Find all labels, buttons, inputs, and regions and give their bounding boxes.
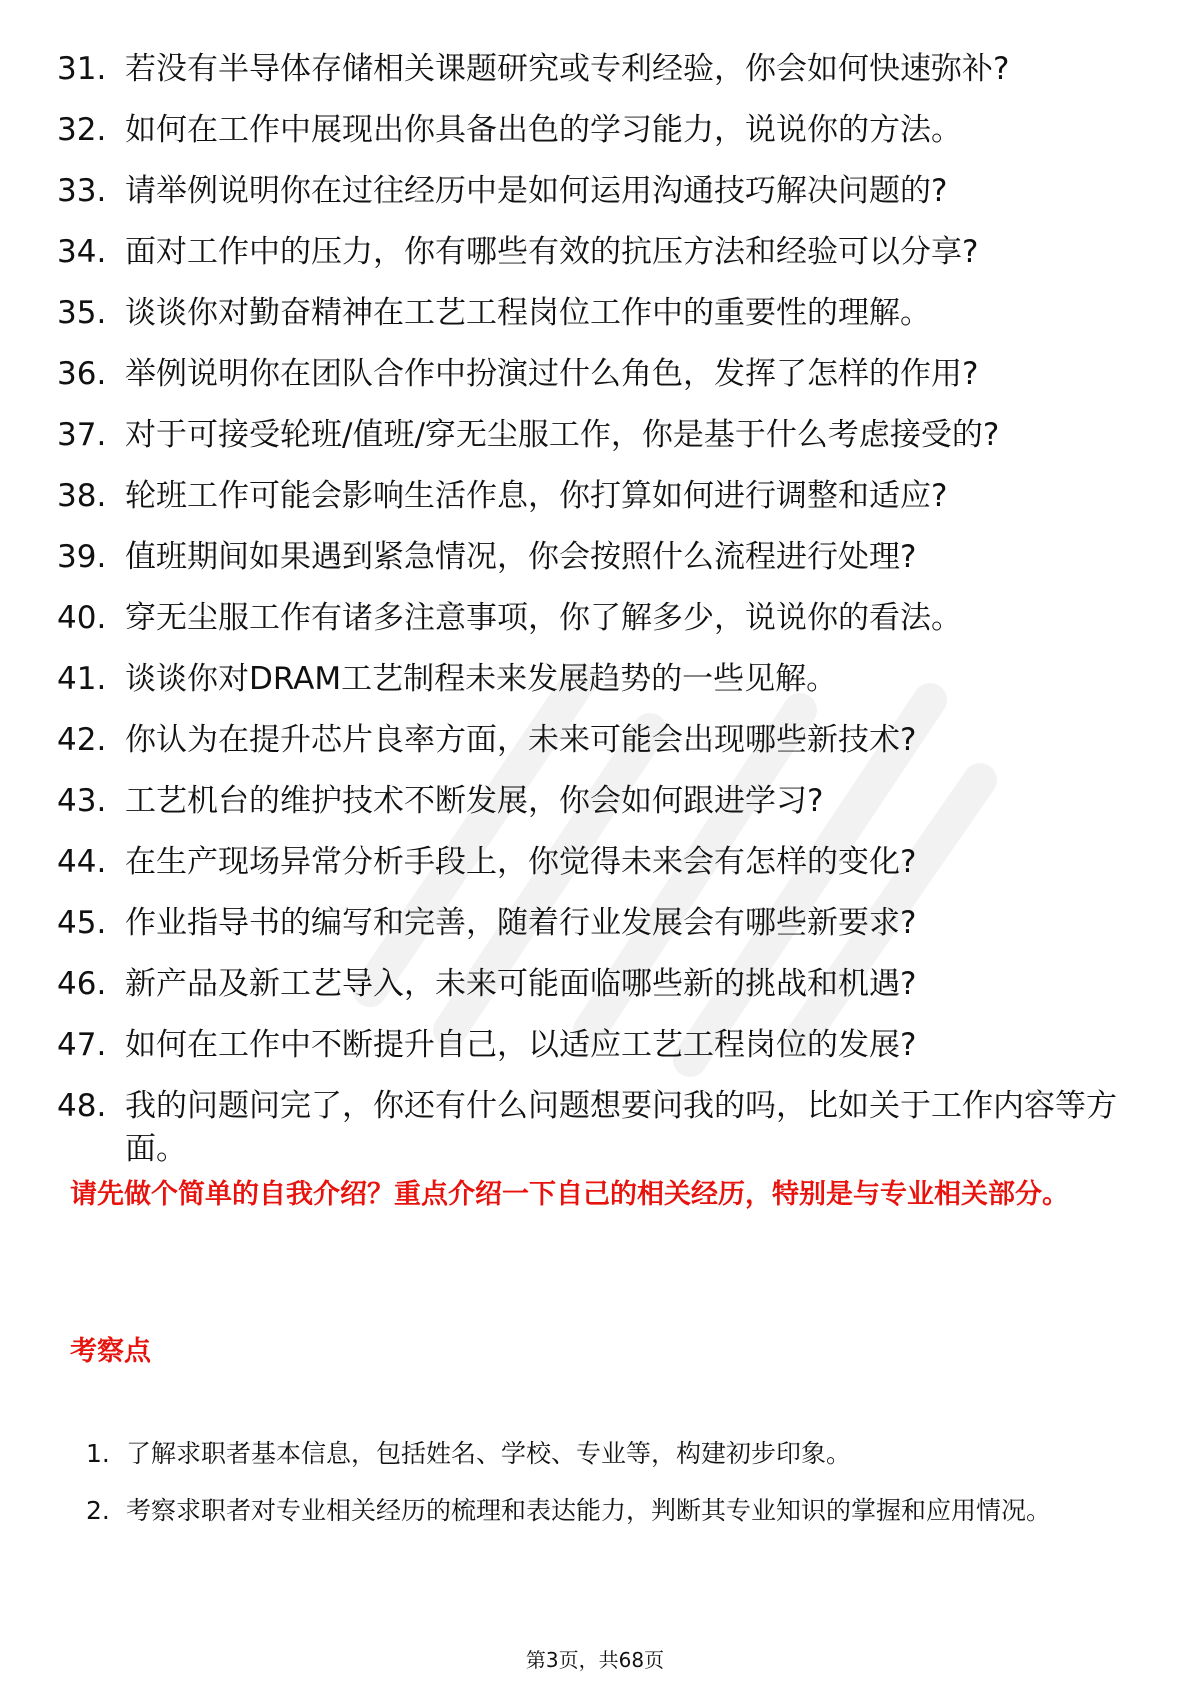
question-text: 谈谈你对勤奋精神在工艺工程岗位工作中的重要性的理解。	[125, 295, 931, 331]
assessment-points-heading: 考察点	[70, 1336, 151, 1367]
question-item	[57, 1024, 1137, 1067]
question-item	[57, 109, 1137, 152]
question-item	[57, 475, 1137, 518]
point-number: 2.	[86, 1496, 110, 1525]
assessment-points-list	[86, 1425, 1126, 1539]
question-number: 31.	[57, 51, 107, 87]
assessment-point	[86, 1482, 1126, 1539]
question-number: 48.	[57, 1088, 107, 1124]
page-footer: 第3页，共68页	[525, 1648, 665, 1672]
question-number: 41.	[57, 661, 107, 697]
question-item	[57, 719, 1137, 762]
point-text: 考察求职者对专业相关经历的梳理和表达能力，判断其专业知识的掌握和应用情况。	[126, 1496, 1052, 1525]
question-number: 35.	[57, 295, 107, 331]
section-question-heading: 请先做个简单的自我介绍？重点介绍一下自己的相关经历，特别是与专业相关部分。	[70, 1179, 1069, 1210]
question-number: 33.	[57, 173, 107, 209]
question-text: 值班期间如果遇到紧急情况，你会按照什么流程进行处理?	[125, 539, 917, 575]
question-number: 39.	[57, 539, 107, 575]
question-text: 对于可接受轮班/值班/穿无尘服工作，你是基于什么考虑接受的?	[125, 417, 1000, 453]
point-text: 了解求职者基本信息，包括姓名、学校、专业等，构建初步印象。	[126, 1439, 852, 1468]
question-item	[57, 231, 1137, 274]
question-number: 45.	[57, 905, 107, 941]
question-item	[57, 1085, 1137, 1171]
question-number: 44.	[57, 844, 107, 880]
question-text: 作业指导书的编写和完善，随着行业发展会有哪些新要求?	[125, 905, 917, 941]
question-text: 新产品及新工艺导入，未来可能面临哪些新的挑战和机遇?	[125, 966, 917, 1002]
question-item	[57, 902, 1137, 945]
question-text: 穿无尘服工作有诸多注意事项，你了解多少，说说你的看法。	[125, 600, 962, 636]
question-number: 38.	[57, 478, 107, 514]
question-text: 在生产现场异常分析手段上，你觉得未来会有怎样的变化?	[125, 844, 917, 880]
question-item	[57, 292, 1137, 335]
question-number: 46.	[57, 966, 107, 1002]
question-item	[57, 658, 1137, 701]
question-text: 谈谈你对DRAM工艺制程未来发展趋势的一些见解。	[125, 661, 838, 697]
question-text: 如何在工作中不断提升自己，以适应工艺工程岗位的发展?	[125, 1027, 917, 1063]
question-text: 举例说明你在团队合作中扮演过什么角色，发挥了怎样的作用?	[125, 356, 979, 392]
question-text: 如何在工作中展现出你具备出色的学习能力，说说你的方法。	[125, 112, 962, 148]
question-text: 我的问题问完了，你还有什么问题想要问我的吗，比如关于工作内容等方面。	[125, 1088, 1117, 1167]
assessment-point	[86, 1425, 1126, 1482]
question-text: 轮班工作可能会影响生活作息，你打算如何进行调整和适应?	[125, 478, 948, 514]
point-number: 1.	[86, 1439, 110, 1468]
question-list	[57, 48, 1137, 1189]
question-item	[57, 597, 1137, 640]
question-number: 37.	[57, 417, 107, 453]
question-item	[57, 963, 1137, 1006]
question-text: 你认为在提升芯片良率方面，未来可能会出现哪些新技术?	[125, 722, 917, 758]
question-number: 47.	[57, 1027, 107, 1063]
question-item	[57, 536, 1137, 579]
question-item	[57, 414, 1137, 457]
question-number: 32.	[57, 112, 107, 148]
question-item	[57, 170, 1137, 213]
question-number: 34.	[57, 234, 107, 270]
question-number: 36.	[57, 356, 107, 392]
question-number: 43.	[57, 783, 107, 819]
question-text: 请举例说明你在过往经历中是如何运用沟通技巧解决问题的?	[125, 173, 948, 209]
question-item	[57, 780, 1137, 823]
question-text: 工艺机台的维护技术不断发展，你会如何跟进学习?	[125, 783, 824, 819]
question-text: 面对工作中的压力，你有哪些有效的抗压方法和经验可以分享?	[125, 234, 979, 270]
question-number: 42.	[57, 722, 107, 758]
question-text: 若没有半导体存储相关课题研究或专利经验，你会如何快速弥补?	[125, 51, 1010, 87]
question-item	[57, 841, 1137, 884]
question-number: 40.	[57, 600, 107, 636]
question-item	[57, 353, 1137, 396]
question-item	[57, 48, 1137, 91]
